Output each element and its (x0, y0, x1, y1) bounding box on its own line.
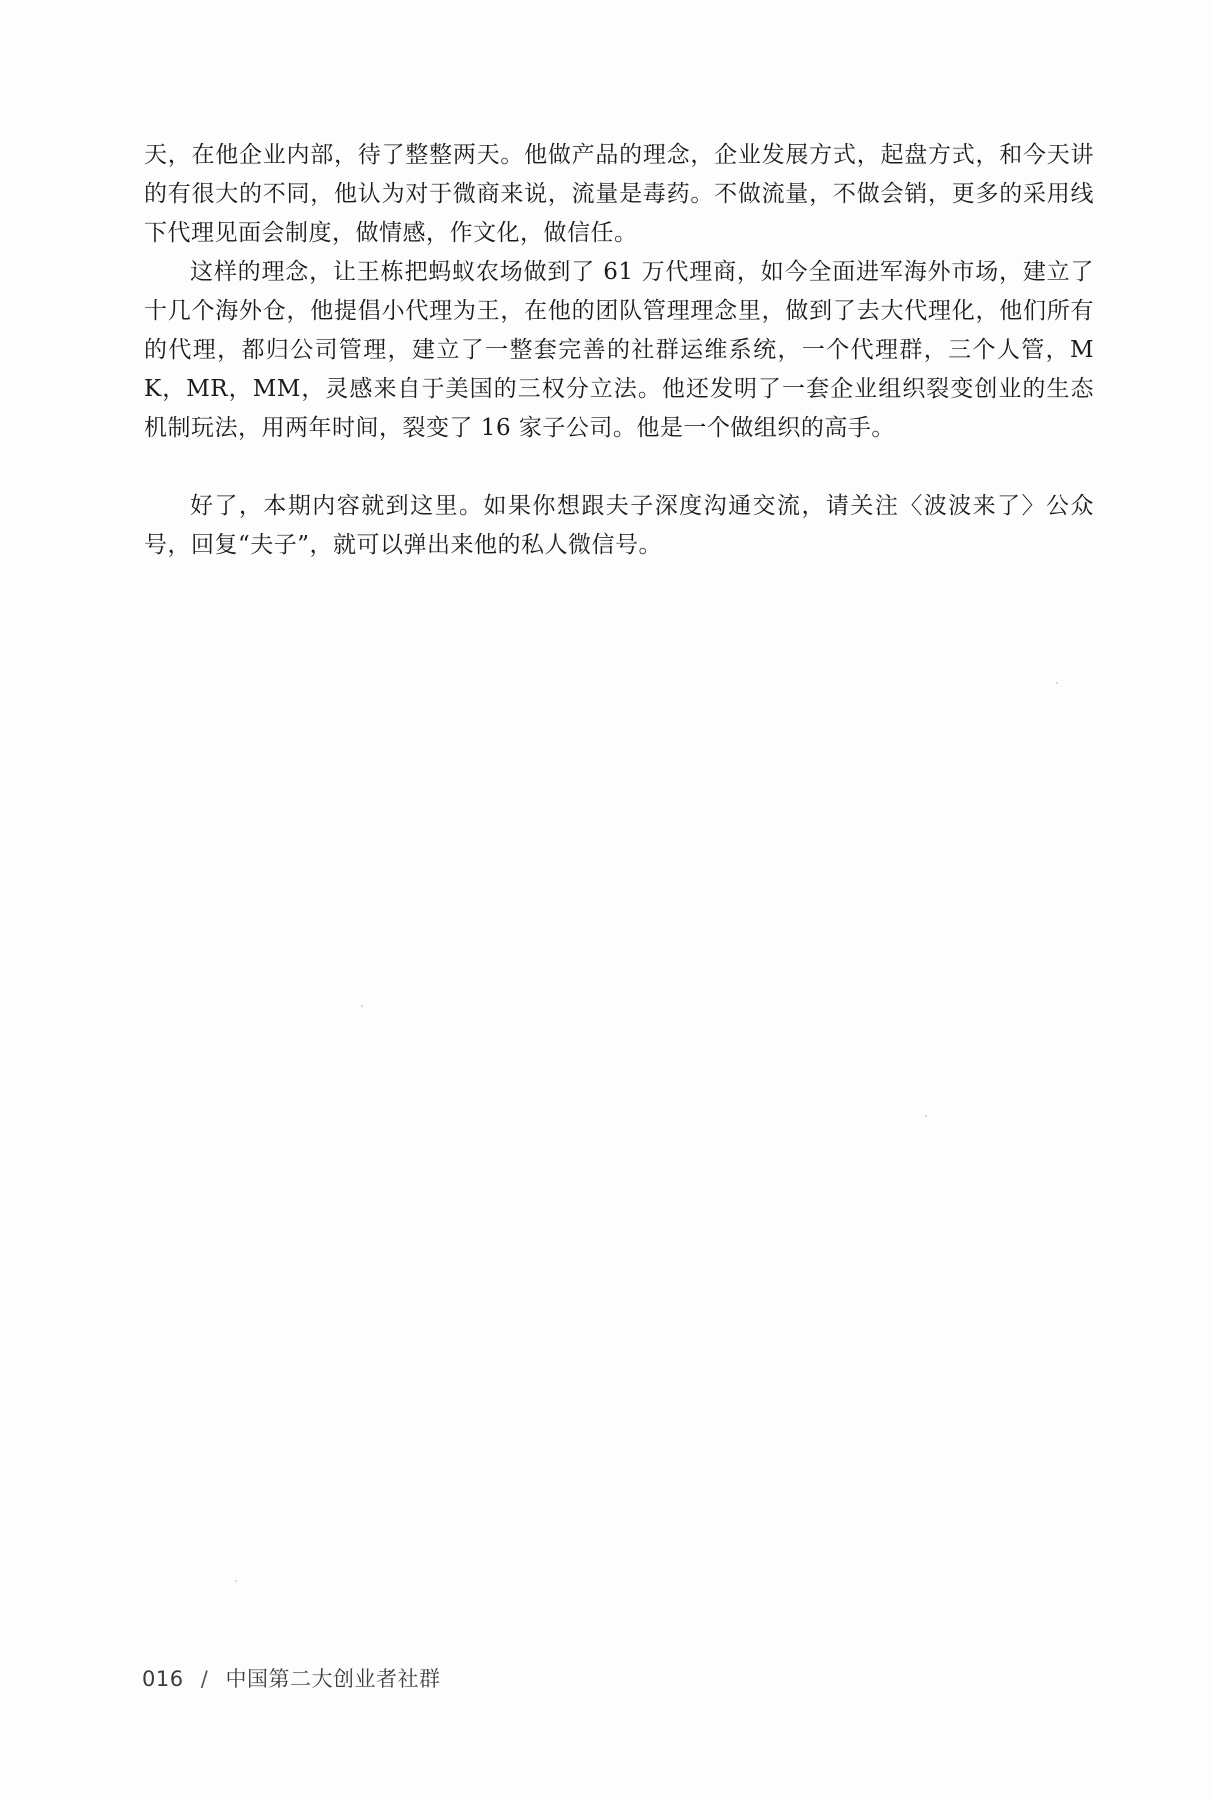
book-title: 中国第二大创业者社群 (225, 1667, 441, 1691)
paper-speck (361, 1005, 363, 1007)
paper-speck (1056, 682, 1058, 684)
paper-speck (235, 1580, 237, 1582)
paragraph-ant-farm: 这样的理念，让王栋把蚂蚁农场做到了 61 万代理商，如今全面进军海外市场，建立了十几个海外仓，他提倡小代理为王，在他的团队管理理念里，做到了去大代理化，他们所有的代理，都归公司管理，建立了一整套完善的社群运维系统，一个代理群，三个人管，MK，MR，MM，灵感来自于美国的三权分立法。他还发明了一套企业组织裂变创业的生态机制玩法，用两年时间，裂变了 16 家子公司。他是一个做组织的高手。 (144, 259, 1094, 441)
body-text (144, 136, 1094, 565)
paragraph-continuation: 天，在他企业内部，待了整整两天。他做产品的理念，企业发展方式，起盘方式，和今天讲的有很大的不同，他认为对于微商来说，流量是毒药。不做流量，不做会销，更多的采用线下代理见面会制度，做情感，作文化，做信任。 (144, 142, 1094, 246)
page-footer (142, 1663, 441, 1693)
page-number: 016 (142, 1667, 184, 1691)
footer-separator: / (200, 1667, 209, 1691)
paragraph-closing: 好了，本期内容就到这里。如果你想跟夫子深度沟通交流，请关注〈波波来了〉公众号，回复“夫子”，就可以弹出来他的私人微信号。 (144, 493, 1094, 558)
paper-speck (925, 1115, 927, 1117)
